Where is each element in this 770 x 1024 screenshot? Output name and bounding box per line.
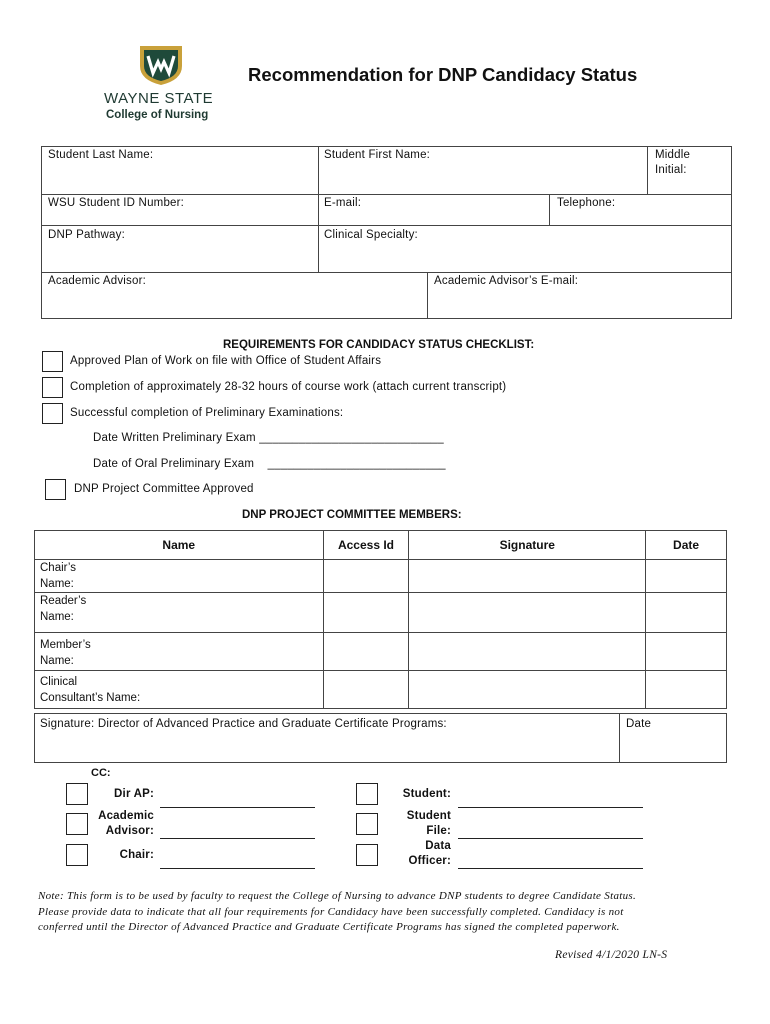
director-date-label: Date <box>626 718 652 730</box>
prelim-exam-checkbox[interactable] <box>42 403 63 424</box>
checklist-item: Completion of approximately 28-32 hours of course work (attach current transcript) <box>70 381 507 393</box>
first-name-field[interactable] <box>318 146 648 195</box>
row-label: Name: <box>40 611 74 623</box>
row-label: Member’s <box>40 639 91 651</box>
column-header: Access Id <box>323 531 409 560</box>
id-number-field[interactable] <box>41 194 319 226</box>
cc-student-file-checkbox[interactable] <box>356 813 378 835</box>
committee-approved-checkbox[interactable] <box>45 479 66 500</box>
cc-advisor-label-1: Academic <box>98 810 154 822</box>
first-name-label: Student First Name: <box>324 149 431 161</box>
last-name-field[interactable] <box>41 146 319 195</box>
cc-dir-ap-label: Dir AP: <box>114 788 154 800</box>
date-cell[interactable] <box>646 560 727 593</box>
cc-dir-ap-line[interactable] <box>160 807 315 808</box>
cc-data-officer-label-2: Officer: <box>408 855 451 867</box>
pathway-field[interactable] <box>41 225 319 273</box>
committee-heading: DNP PROJECT COMMITTEE MEMBERS: <box>242 509 462 521</box>
specialty-field[interactable] <box>318 225 732 273</box>
signature-cell[interactable] <box>409 560 646 593</box>
table-row <box>35 593 727 633</box>
cc-advisor-line[interactable] <box>160 838 315 839</box>
advisor-field[interactable] <box>41 272 428 319</box>
table-row <box>35 671 727 709</box>
specialty-label: Clinical Specialty: <box>324 229 418 241</box>
shield-w-icon <box>138 44 184 86</box>
row-label: Name: <box>40 655 74 667</box>
cc-student-file-label-2: File: <box>426 825 451 837</box>
access-id-cell[interactable] <box>323 671 409 709</box>
coursework-checkbox[interactable] <box>42 377 63 398</box>
last-name-label: Student Last Name: <box>48 149 154 161</box>
committee-table <box>34 530 727 709</box>
advisor-email-field[interactable] <box>427 272 732 319</box>
row-label: Reader’s <box>40 595 87 607</box>
row-label: Name: <box>40 578 74 590</box>
cc-student-file-line[interactable] <box>458 838 643 839</box>
email-label: E-mail: <box>324 197 362 209</box>
signature-cell[interactable] <box>409 633 646 671</box>
telephone-field[interactable] <box>549 194 732 226</box>
written-exam-date[interactable]: Date Written Preliminary Exam ____________________________ <box>93 432 444 444</box>
checklist-item: Approved Plan of Work on file with Office of Student Affairs <box>70 355 382 367</box>
row-label: Chair’s <box>40 562 77 574</box>
cc-data-officer-checkbox[interactable] <box>356 844 378 866</box>
column-header: Date <box>646 531 727 560</box>
checklist-item: DNP Project Committee Approved <box>74 483 254 495</box>
cc-dir-ap-checkbox[interactable] <box>66 783 88 805</box>
cc-chair-checkbox[interactable] <box>66 844 88 866</box>
date-cell[interactable] <box>646 633 727 671</box>
email-field[interactable] <box>318 194 550 226</box>
cc-advisor-label-2: Advisor: <box>105 825 154 837</box>
member-name-cell[interactable] <box>35 633 324 671</box>
column-header: Signature <box>409 531 646 560</box>
logo-line-2: College of Nursing <box>106 109 209 121</box>
cc-chair-label: Chair: <box>119 849 154 861</box>
id-number-label: WSU Student ID Number: <box>48 197 185 209</box>
middle-initial-label-2: Initial: <box>655 164 687 176</box>
director-signature-field[interactable] <box>34 713 620 763</box>
signature-cell[interactable] <box>409 671 646 709</box>
cc-student-label: Student: <box>402 788 451 800</box>
cc-label: CC: <box>91 767 111 779</box>
chair-name-cell[interactable] <box>35 560 324 593</box>
cc-student-checkbox[interactable] <box>356 783 378 805</box>
table-row <box>35 633 727 671</box>
revision-label: Revised 4/1/2020 LN-S <box>555 949 668 961</box>
middle-initial-label-1: Middle <box>655 149 691 161</box>
cc-data-officer-label-1: Data <box>425 840 451 852</box>
cc-chair-line[interactable] <box>160 868 315 869</box>
director-date-field[interactable] <box>619 713 727 763</box>
cc-data-officer-line[interactable] <box>458 868 643 869</box>
date-cell[interactable] <box>646 593 727 633</box>
date-cell[interactable] <box>646 671 727 709</box>
checklist-item: Successful completion of Preliminary Examinations: <box>70 407 344 419</box>
consultant-name-cell[interactable] <box>35 671 324 709</box>
access-id-cell[interactable] <box>323 593 409 633</box>
signature-cell[interactable] <box>409 593 646 633</box>
plan-of-work-checkbox[interactable] <box>42 351 63 372</box>
reader-name-cell[interactable] <box>35 593 324 633</box>
middle-initial-field[interactable] <box>647 146 732 195</box>
cc-student-file-label-1: Student <box>406 810 451 822</box>
cc-student-line[interactable] <box>458 807 643 808</box>
telephone-label: Telephone: <box>557 197 616 209</box>
wayne-state-logo <box>100 44 220 128</box>
footer-note: Note: This form is to be used by faculty to request the College of Nursing to advance DNP students to degree Candidate Status. Please provide data to indicate that all four requirements for Candidacy have been successfully completed. Candidacy is not conferred until the Director of Advanced Practice and Graduate Certificate Programs has signed the completed paperwork. <box>38 890 637 933</box>
page-title: Recommendation for DNP Candidacy Status <box>248 64 638 85</box>
column-header: Name <box>35 531 324 560</box>
table-header-row <box>35 531 727 560</box>
access-id-cell[interactable] <box>323 633 409 671</box>
oral-exam-date[interactable]: Date of Oral Preliminary Exam ___________________________ <box>93 458 446 470</box>
access-id-cell[interactable] <box>323 560 409 593</box>
logo-line-1: WAYNE STATE <box>104 90 214 107</box>
row-label: Clinical <box>40 676 78 688</box>
advisor-label: Academic Advisor: <box>48 275 146 287</box>
row-label: Consultant’s Name: <box>40 692 141 704</box>
advisor-email-label: Academic Advisor’s E-mail: <box>434 275 579 287</box>
cc-advisor-checkbox[interactable] <box>66 813 88 835</box>
checklist-heading: REQUIREMENTS FOR CANDIDACY STATUS CHECKLIST: <box>223 339 535 351</box>
table-row <box>35 560 727 593</box>
director-signature-label: Signature: Director of Advanced Practice and Graduate Certificate Programs: <box>40 718 447 730</box>
pathway-label: DNP Pathway: <box>48 229 125 241</box>
